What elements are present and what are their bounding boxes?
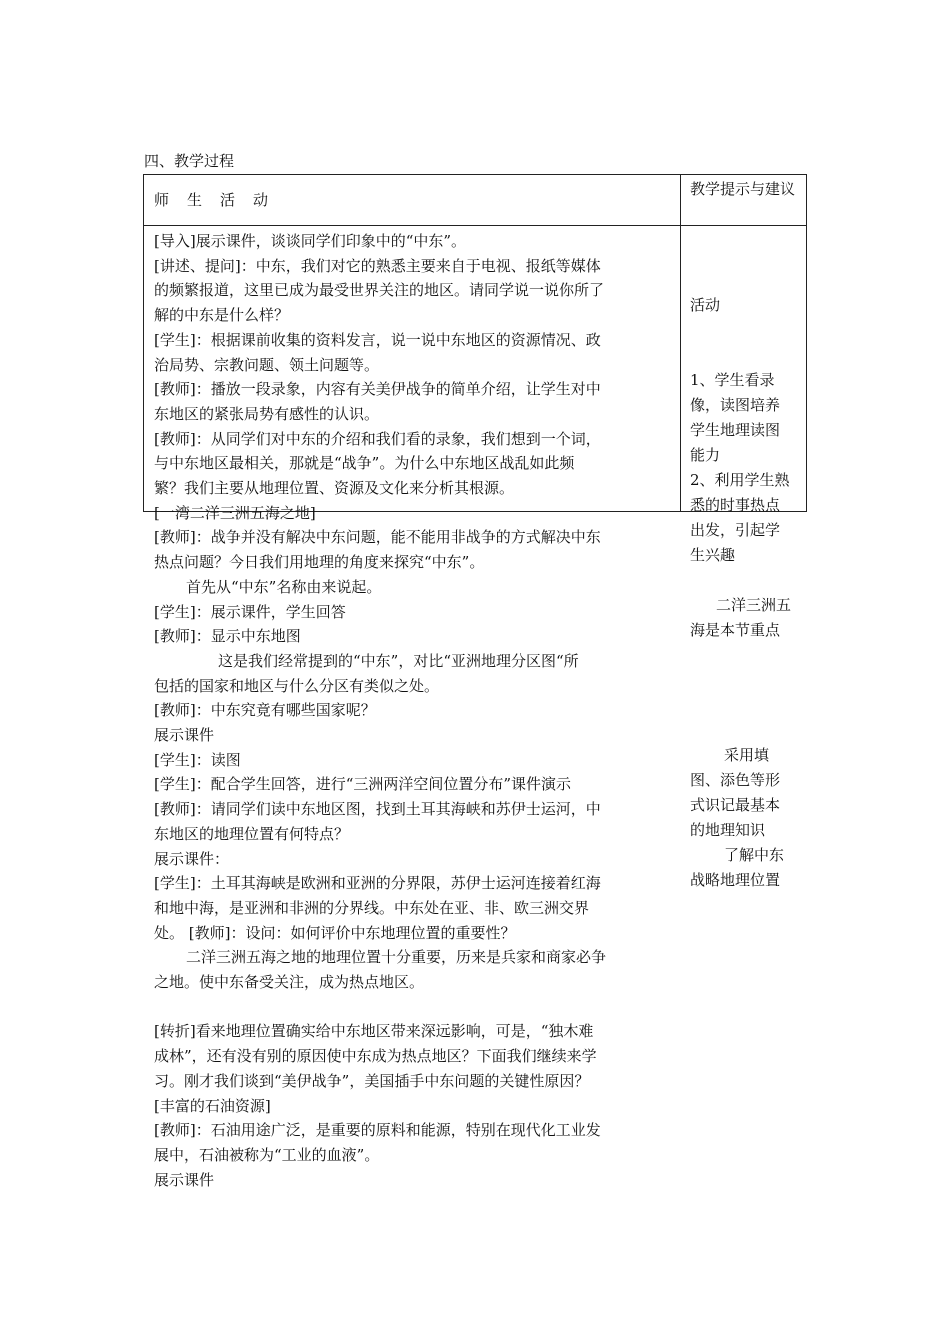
activity-line: [一湾二洋三洲五海之地]	[154, 503, 316, 522]
activity-line: 展示课件：	[154, 849, 230, 868]
activity-line: 包括的国家和地区与什么分区有类似之处。	[154, 676, 440, 695]
activity-line: [转折]看来地理位置确实给中东地区带来深远影响，可是，“独木难	[154, 1022, 594, 1041]
activity-line: [学生]：土耳其海峡是欧洲和亚洲的分界限，苏伊士运河连接着红海	[154, 874, 601, 893]
activity-line: [教师]：战争并没有解决中东问题，能不能用非战争的方式解决中东	[154, 528, 601, 547]
activity-line: [教师]：显示中东地图	[154, 627, 301, 646]
activity-content	[154, 229, 674, 1192]
activity-line: [教师]：从同学们对中东的介绍和我们看的录象，我们想到一个词，	[154, 429, 601, 448]
activity-line	[154, 995, 674, 1020]
activity-line: 展中，石油被称为“工业的血液”。	[154, 1146, 380, 1164]
activity-line: 这是我们经常提到的“中东”，对比“亚洲地理分区图“所	[218, 651, 579, 670]
tip-line: 图、添色等形	[690, 771, 781, 789]
activity-line: 处。 [教师]：设问：如何评价中东地理位置的重要性？	[154, 923, 516, 942]
tip-line: 采用填	[724, 746, 770, 764]
header-char: 活	[220, 191, 236, 209]
lesson-table	[143, 174, 807, 1189]
tip-line: 生兴趣	[690, 546, 736, 564]
activity-line: 治局势、宗教问题、领土问题等。	[154, 355, 380, 374]
tip-line: 二洋三洲五	[716, 596, 792, 614]
activity-line: 东地区的地理位置有何特点？	[154, 824, 350, 843]
activity-line: 的频繁报道，这里已成为最受世界关注的地区。请同学说一说你所了	[154, 281, 605, 300]
tip-line: 像，读图培养	[690, 396, 781, 414]
activity-line: [导入]展示课件，谈谈同学们印象中的“中东”。	[154, 232, 467, 250]
tip-line: 活动	[690, 296, 721, 314]
activity-line: [教师]：中东究竟有哪些国家呢？	[154, 701, 376, 720]
header-teaching-tips: 教学提示与建议	[690, 180, 796, 198]
activity-line: 热点问题？今日我们用地理的角度来探究“中东”。	[154, 553, 485, 572]
activity-line: 展示课件	[154, 1170, 215, 1189]
activity-line: 繁？我们主要从地理位置、资源及文化来分析其根源。	[154, 479, 515, 498]
activity-line: 东地区的紧张局势有感性的认识。	[154, 404, 380, 423]
activity-line: 首先从“中东”名称由来说起。	[186, 577, 382, 596]
activity-line: 之地。使中东备受关注，成为热点地区。	[154, 973, 425, 992]
tip-line: 海是本节重点	[690, 621, 781, 639]
activity-line: [学生]：根据课前收集的资料发言，说一说中东地区的资源情况、政	[154, 330, 601, 349]
activity-line: [学生]：读图	[154, 750, 241, 769]
tip-line: 出发，引起学	[690, 521, 781, 539]
header-teacher-student-activity	[154, 189, 286, 211]
tip-line: 能力	[690, 446, 721, 464]
activity-line: [教师]：石油用途广泛，是重要的原料和能源，特别在现代化工业发	[154, 1121, 601, 1140]
tip-line: 了解中东	[724, 846, 785, 864]
tip-line: 的地理知识	[690, 821, 766, 839]
activity-line: [教师]：请同学们读中东地区图，找到土耳其海峡和苏伊士运河，中	[154, 800, 601, 819]
header-char: 生	[187, 191, 203, 209]
activity-line: [学生]：展示课件，学生回答	[154, 602, 346, 621]
activity-line: 成林”，还有没有别的原因使中东成为热点地区？下面我们继续来学	[154, 1047, 597, 1066]
tip-line: 学生地理读图	[690, 421, 781, 439]
header-char: 动	[253, 191, 269, 209]
activity-line: [教师]：播放一段录象，内容有关美伊战争的简单介绍，让学生对中	[154, 380, 601, 399]
tip-line: 式识记最基本	[690, 796, 781, 814]
section-title: 四、教学过程	[144, 152, 235, 170]
tip-line: 战略地理位置	[690, 871, 781, 889]
activity-line: [学生]：配合学生回答，进行“三洲两洋空间位置分布”课件演示	[154, 775, 572, 794]
header-divider	[144, 225, 806, 226]
activity-line: [讲述、提问]：中东，我们对它的熟悉主要来自于电视、报纸等媒体	[154, 256, 601, 275]
activity-line: 与中东地区最相关，那就是“战争”。为什么中东地区战乱如此频	[154, 454, 575, 473]
header-char: 师	[154, 191, 170, 209]
activity-line: [丰富的石油资源]	[154, 1096, 271, 1115]
activity-line: 和地中海，是亚洲和非洲的分界线。中东处在亚、非、欧三洲交界	[154, 898, 590, 917]
activity-line: 习。刚才我们谈到“美伊战争”，美国插手中东问题的关键性原因？	[154, 1071, 590, 1090]
activity-line: 二洋三洲五海之地的地理位置十分重要，历来是兵家和商家必争	[186, 948, 607, 967]
tip-line: 悉的时事热点	[690, 496, 781, 514]
tip-line: 1、学生看录	[690, 371, 775, 389]
tip-line: 2、利用学生熟	[690, 471, 790, 489]
activity-line: 展示课件	[154, 726, 215, 745]
activity-line: 解的中东是什么样？	[154, 306, 290, 325]
